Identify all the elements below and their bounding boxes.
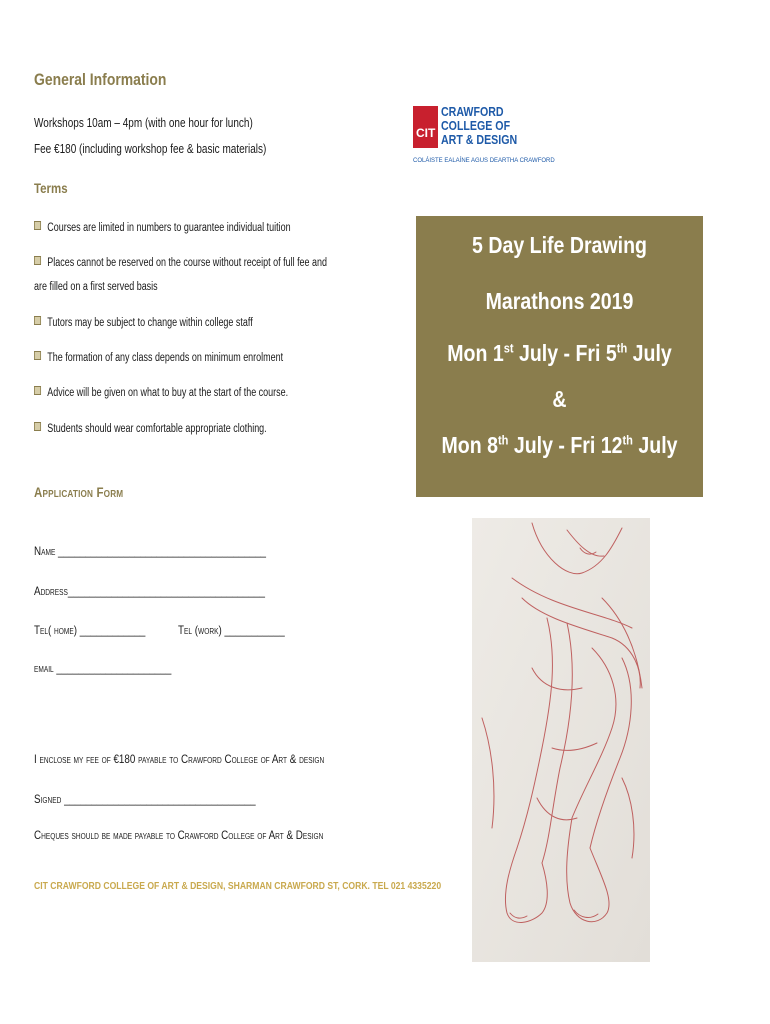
bullet-icon	[34, 386, 41, 395]
cit-logo-mark: CIT	[413, 106, 438, 148]
event-subtitle: Marathons 2019	[485, 288, 634, 314]
logo-irish-name: COLÁISTE EALAÍNE AGUS DEARTHA CRAWFORD	[413, 158, 555, 164]
college-address-footer: CIT CRAWFORD COLLEGE OF ART & DESIGN, SHARMAN CRAWFORD ST, CORK. TEL 021 4335220	[34, 880, 442, 892]
week1-dates: Mon 1st July - Fri 5th July	[447, 340, 672, 366]
tel-work-field[interactable]: Tel (work) ___________	[178, 623, 285, 637]
event-title-box	[416, 216, 703, 497]
term-item: Students should wear comfortable appropriate clothing.	[34, 417, 267, 441]
logo-line: CRAWFORD	[441, 105, 504, 119]
bullet-icon	[34, 256, 41, 265]
logo-line: COLLEGE OF	[441, 119, 511, 133]
ampersand: &	[552, 386, 567, 412]
bullet-icon	[34, 221, 41, 230]
workshops-hours: Workshops 10am – 4pm (with one hour for lunch)	[34, 116, 253, 130]
term-item: The formation of any class depends on minimum enrolment	[34, 346, 283, 370]
address-field[interactable]: Address____________________________________	[34, 584, 265, 598]
signature-field[interactable]: Signed ___________________________________	[34, 792, 256, 806]
bullet-icon	[34, 316, 41, 325]
email-field[interactable]: email _____________________	[34, 661, 172, 675]
week2-dates: Mon 8th July - Fri 12th July	[441, 432, 678, 458]
terms-heading: Terms	[34, 180, 68, 196]
cheque-instructions: Cheques should be made payable to Crawford College of Art & Design	[34, 828, 324, 842]
term-item: Places cannot be reserved on the course without receipt of full fee and	[34, 251, 327, 275]
college-logo	[413, 105, 555, 168]
term-item: Tutors may be subject to change within college staff	[34, 311, 253, 335]
term-item: Advice will be given on what to buy at the start of the course.	[34, 381, 288, 405]
fee-text: Fee €180 (including workshop fee & basic materials)	[34, 142, 267, 156]
term-item: Courses are limited in numbers to guarantee individual tuition	[34, 216, 291, 240]
bullet-icon	[34, 422, 41, 431]
general-info-heading: General Information	[34, 70, 167, 89]
application-form-heading: Application Form	[34, 484, 124, 500]
tel-home-field[interactable]: Tel( home) ____________	[34, 623, 146, 637]
term-item-continued: are filled on a first served basis	[34, 281, 158, 293]
life-drawing-sketch-image	[472, 518, 650, 962]
event-title: 5 Day Life Drawing	[472, 232, 647, 258]
name-field[interactable]: Name ______________________________________	[34, 544, 267, 558]
logo-line: ART & DESIGN	[441, 133, 518, 147]
bullet-icon	[34, 351, 41, 360]
fee-enclosure-statement: I enclose my fee of €180 payable to Crawford College of Art & design	[34, 752, 325, 766]
